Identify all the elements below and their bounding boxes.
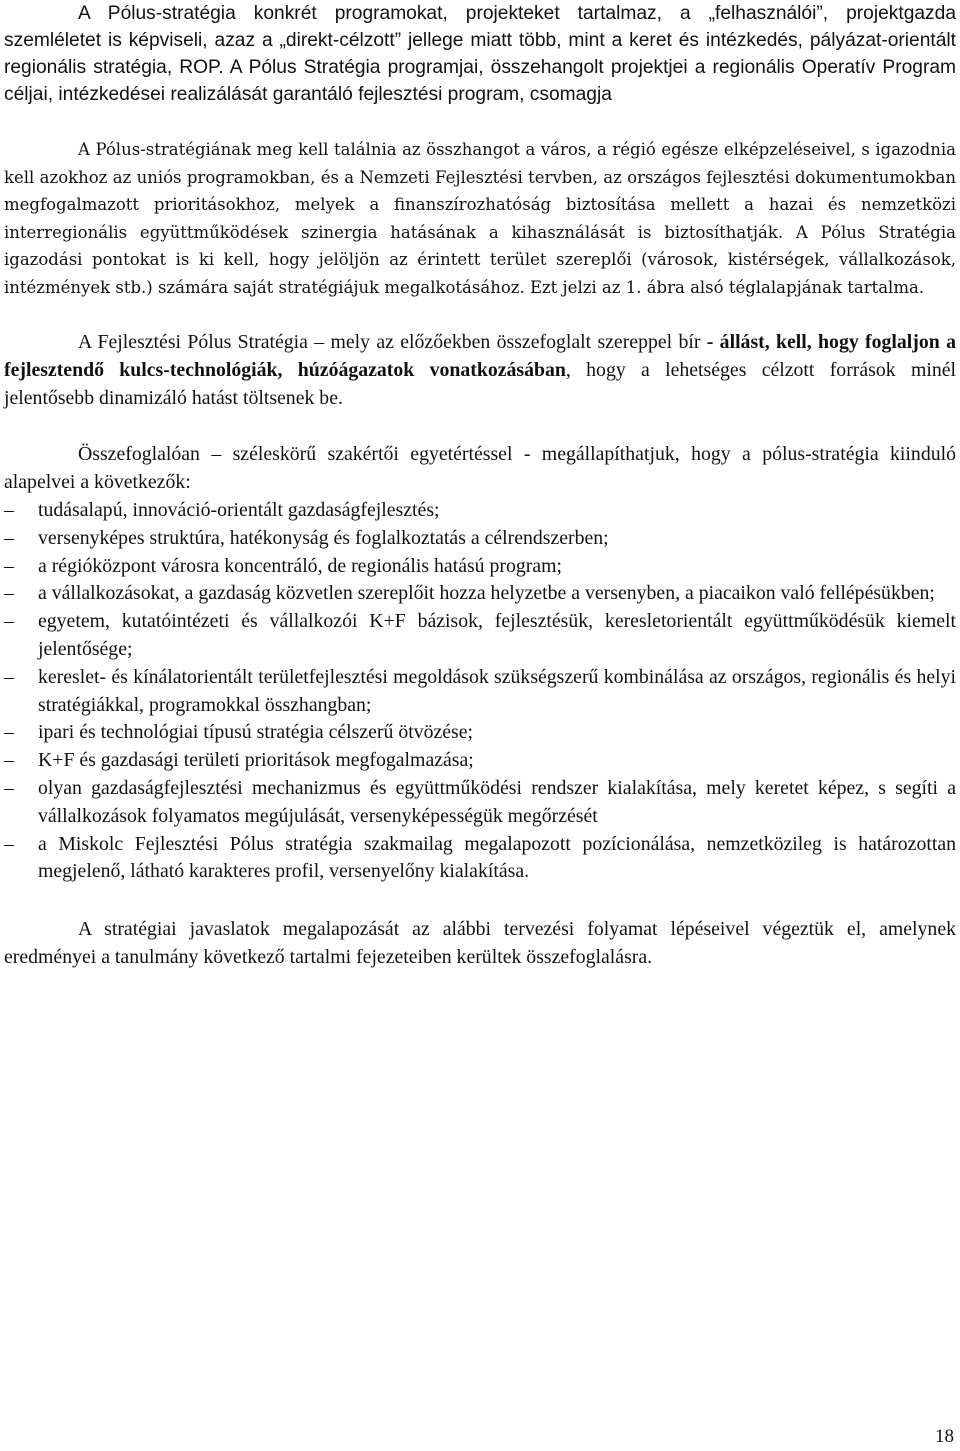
paragraph-text-tail: , hogy a lehetséges célzott források minél jelentősebb dinamizáló hatást töltsenek be. <box>4 358 956 409</box>
list-item <box>4 553 956 581</box>
list-item-text: K+F és gazdasági területi prioritások megfogalmazása; <box>38 749 474 772</box>
dash-bullet-icon: – <box>4 610 14 633</box>
list-item <box>4 608 956 664</box>
dash-bullet-icon: – <box>4 776 14 799</box>
paragraph-harmony-with-region: A Pólus-stratégiának meg kell találnia az összhangot a város, a régió egésze elképzeléseivel, s igazodnia kell azokhoz az uniós programokban, és a Nemzeti Fejlesztési tervben, az országos fejlesztési dokumentumokban megfogalmazott prioritásokhoz, melyek a finanszírozhatóság biztosítása mellett a hazai és nemzetközi interregionális együttműködések szinergia hatásának a kihasználását is biztosíthatják. A Pólus Stratégia igazodási pontokat is ki kell, hogy jelöljön az érintett terület szereplői (városok, kistérségek, vállalkozások, intézmények stb.) számára saját stratégiájuk megalkotásához. Ezt jelzi az 1. ábra alsó téglalapjának tartalma. <box>4 140 956 297</box>
paragraph-text-emphasis: - állást, kell, hogy foglaljon a fejlesztendő kulcs-technológiák, húzóágazatok vonatkozásában <box>4 331 956 381</box>
list-item <box>4 719 956 747</box>
list-item-text: a régióközpont városra koncentráló, de regionális hatású program; <box>38 554 563 577</box>
dash-bullet-icon: – <box>4 832 14 855</box>
paragraph-planning-process: A stratégiai javaslatok megalapozását az alábbi tervezési folyamat lépéseivel végeztük el, amelynek eredményei a tanulmány következő tartalmi fejezeteiben kerültek összefoglalásra. <box>4 918 956 968</box>
list-item <box>4 831 956 887</box>
principles-list <box>4 497 956 886</box>
paragraph-pole-strategy-programs: A Pólus-stratégia konkrét programokat, projekteket tartalmaz, a „felhasználói”, projektgazda szemléletet is képviseli, azaz a „direkt-célzott” jellege miatt több, mint a keret és intézkedés, pályázat-orientált regionális stratégia, ROP. A Pólus Stratégia programjai, összehangolt projektjei a regionális Operatív Program céljai, intézkedései realizálását garantáló fejlesztési program, csomagja <box>4 3 956 105</box>
list-item-text: a Miskolc Fejlesztési Pólus stratégia szakmailag megalapozott pozícionálása, nemzetközileg is határozottan megjelenő, látható karakteres profil, versenyelőny kialakítása. <box>38 832 956 883</box>
list-item-text: a vállalkozásokat, a gazdaság közvetlen szereplőit hozza helyzetbe a versenyben, a piacaikon való fellépésükben; <box>38 582 935 605</box>
list-item <box>4 747 956 775</box>
dash-bullet-icon: – <box>4 498 14 521</box>
paragraph-text-lead: A Fejlesztési Pólus Stratégia – mely az előzőekben összefoglalt szereppel bír <box>78 331 707 353</box>
paragraph-summary-intro: Összefoglalóan – széleskörű szakértői egyetértéssel - megállapíthatjuk, hogy a pólus-stratégia kiinduló alapelvei a következők: <box>4 443 956 494</box>
dash-bullet-icon: – <box>4 721 14 744</box>
list-item-text: kereslet- és kínálatorientált területfejlesztési megoldások szükségszerű kombinálása az országos, regionális és helyi stratégiákkal, programokkal összhangban; <box>38 665 956 716</box>
list-item <box>4 525 956 553</box>
dash-bullet-icon: – <box>4 526 14 549</box>
list-item <box>4 775 956 831</box>
dash-bullet-icon: – <box>4 554 14 577</box>
paragraph-development-pole-strategy <box>4 329 956 412</box>
dash-bullet-icon: – <box>4 749 14 772</box>
page-number: 18 <box>935 1426 954 1447</box>
list-item-text: tudásalapú, innováció-orientált gazdaságfejlesztés; <box>38 498 440 521</box>
list-item-text: olyan gazdaságfejlesztési mechanizmus és együttműködési rendszer kialakítása, mely keretet képez, s segíti a vállalkozások folyamatos megújulását, versenyképességük megőrzését <box>38 776 956 827</box>
list-item <box>4 497 956 525</box>
list-item <box>4 580 956 608</box>
dash-bullet-icon: – <box>4 665 14 688</box>
dash-bullet-icon: – <box>4 582 14 605</box>
list-item-text: egyetem, kutatóintézeti és vállalkozói K+F bázisok, fejlesztésük, keresletorientált együttműködésük kiemelt jelentősége; <box>38 610 956 660</box>
document-page <box>4 0 956 972</box>
list-item-text: versenyképes struktúra, hatékonyság és foglalkoztatás a célrendszerben; <box>38 526 609 549</box>
list-item-text: ipari és technológiai típusú stratégia célszerű ötvözése; <box>38 721 474 744</box>
list-item <box>4 664 956 720</box>
